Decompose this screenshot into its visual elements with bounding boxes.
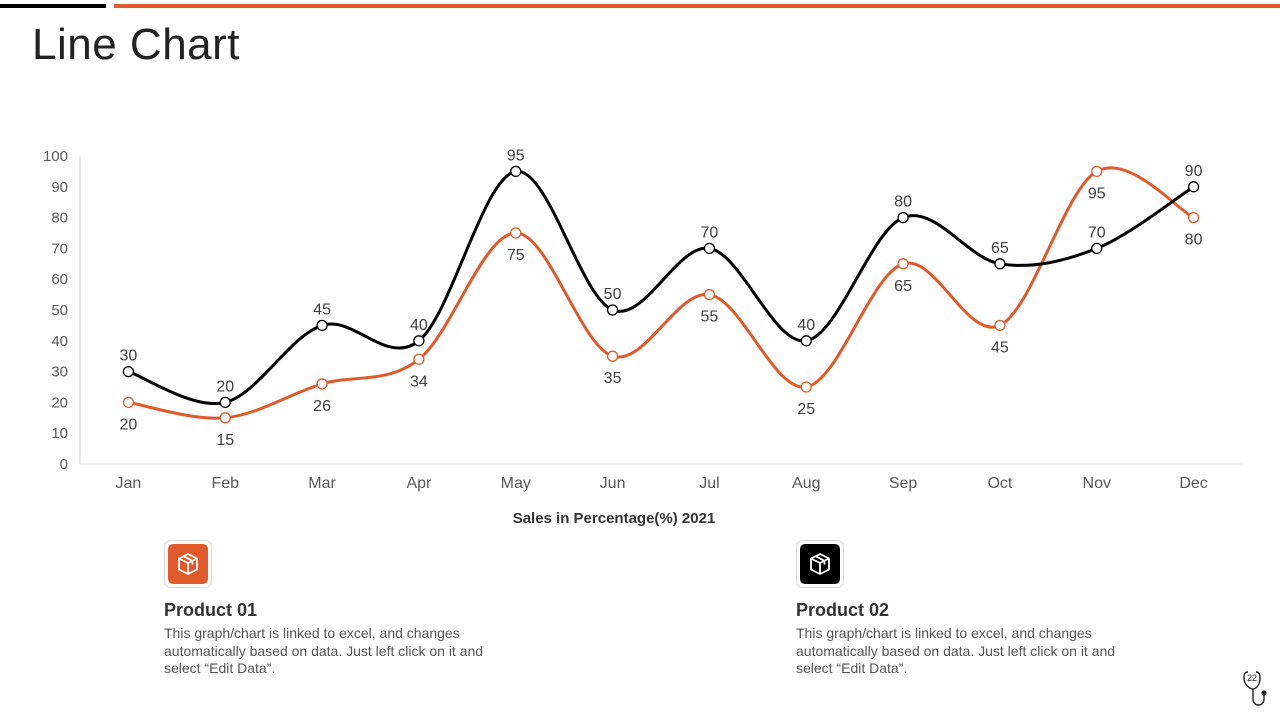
data-label-product-01: 75 [506, 247, 525, 264]
data-label-product-02: 65 [991, 239, 1009, 257]
x-tick-label: Oct [987, 475, 1013, 492]
x-tick-label: Nov [1082, 475, 1111, 492]
x-tick-label: Jun [599, 475, 626, 492]
y-tick-label: 60 [51, 271, 68, 289]
data-label-product-01: 80 [1184, 231, 1203, 249]
data-point-product-02 [1092, 243, 1102, 253]
x-tick-label: Jul [699, 475, 720, 492]
data-label-product-01: 55 [700, 308, 719, 326]
box-icon [800, 544, 840, 584]
x-tick-label: Apr [406, 475, 432, 492]
data-point-product-02 [898, 213, 908, 223]
data-label-product-01: 20 [119, 416, 138, 434]
data-label-product-01: 65 [894, 277, 912, 295]
y-tick-label: 40 [51, 332, 68, 350]
data-point-product-01 [995, 320, 1005, 330]
data-point-product-01 [317, 379, 327, 389]
product-01-name: Product 01 [164, 600, 258, 620]
product-01-icon-frame [164, 540, 212, 588]
data-label-product-02: 70 [700, 224, 719, 242]
data-label-product-02: 40 [410, 316, 428, 334]
x-tick-label: Dec [1179, 475, 1208, 492]
data-label-product-02: 80 [894, 193, 912, 211]
y-tick-label: 30 [51, 363, 68, 381]
data-label-product-02: 45 [313, 301, 331, 319]
data-label-product-01: 45 [991, 339, 1009, 357]
y-tick-label: 80 [51, 209, 68, 227]
data-label-product-01: 95 [1087, 185, 1106, 203]
y-tick-label: 90 [51, 178, 68, 196]
data-label-product-02: 20 [216, 378, 235, 396]
product-02-card [796, 540, 1136, 678]
data-label-product-01: 35 [603, 370, 622, 388]
data-point-product-02 [317, 320, 327, 330]
data-label-product-01: 25 [797, 401, 816, 418]
product-01-card [164, 540, 504, 678]
y-tick-label: 20 [51, 394, 68, 412]
x-tick-label: Mar [308, 475, 336, 492]
page-number: 22 [1246, 673, 1258, 683]
y-tick-label: 10 [51, 425, 68, 443]
data-point-product-02 [995, 259, 1005, 269]
box-icon [168, 544, 208, 584]
y-tick-label: 50 [51, 302, 68, 319]
data-point-product-01 [414, 354, 424, 364]
product-01-description: This graph/chart is linked to excel, and changes automatically based on data. Just left click on it and select “Edit Data”. [164, 625, 484, 676]
data-point-product-01 [898, 259, 908, 269]
x-tick-label: May [500, 475, 531, 492]
data-point-product-02 [704, 243, 714, 253]
data-point-product-01 [801, 382, 811, 392]
y-tick-label: 100 [42, 148, 68, 165]
slide-title: Line Chart [32, 20, 241, 69]
x-tick-label: Feb [211, 475, 240, 492]
data-point-product-02 [1189, 182, 1199, 192]
data-label-product-02: 90 [1184, 162, 1203, 180]
x-tick-label: Jan [115, 475, 142, 492]
x-tick-label: Aug [792, 475, 821, 492]
x-axis-title: Sales in Percentage(%) 2021 [512, 510, 716, 527]
data-label-product-01: 26 [313, 397, 331, 415]
data-point-product-01 [608, 351, 618, 361]
data-point-product-01 [511, 228, 521, 238]
data-point-product-02 [123, 367, 133, 377]
data-point-product-02 [801, 336, 811, 346]
data-point-product-01 [123, 397, 133, 407]
data-label-product-02: 40 [797, 316, 816, 334]
product-02-icon-frame [796, 540, 844, 588]
product-02-name: Product 02 [796, 600, 890, 620]
stethoscope-icon [1242, 669, 1270, 718]
data-label-product-01: 34 [410, 373, 428, 391]
data-point-product-02 [414, 336, 424, 346]
data-point-product-01 [704, 290, 714, 300]
data-label-product-02: 95 [506, 147, 525, 165]
data-label-product-02: 30 [119, 347, 138, 365]
data-label-product-02: 70 [1087, 224, 1106, 242]
data-point-product-01 [1092, 166, 1102, 176]
x-tick-label: Sep [888, 475, 918, 492]
y-tick-label: 70 [51, 240, 68, 258]
series-line-product-01 [128, 168, 1193, 418]
data-point-product-02 [608, 305, 618, 315]
data-point-product-02 [220, 397, 230, 407]
data-point-product-01 [220, 413, 230, 423]
series-line-product-02 [128, 171, 1193, 403]
data-label-product-02: 50 [603, 286, 622, 303]
product-02-description: This graph/chart is linked to excel, and changes automatically based on data. Just left click on it and select “Edit Data”. [796, 625, 1116, 676]
data-point-product-01 [1189, 213, 1199, 223]
data-point-product-02 [511, 166, 521, 176]
data-label-product-01: 15 [216, 431, 235, 449]
y-tick-label: 0 [59, 456, 68, 473]
